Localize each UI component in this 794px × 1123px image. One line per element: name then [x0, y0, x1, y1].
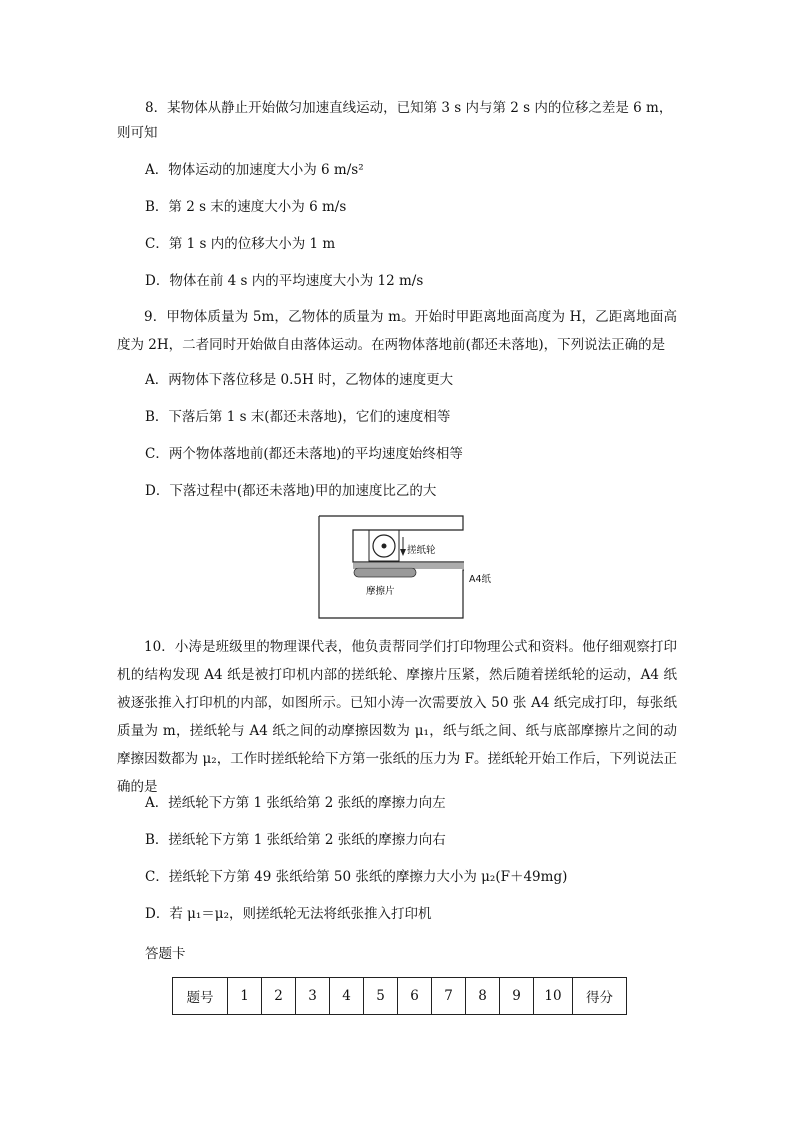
- q9-option-a: A．两物体下落位移是 0.5H 时，乙物体的速度更大: [145, 372, 454, 388]
- table-cell: 3: [296, 978, 330, 1015]
- roller-axle: [382, 544, 387, 549]
- q10-stem: 10．小涛是班级里的物理课代表，他负责帮同学们打印物理公式和资料。他仔细观察打印机的结构发现 A4 纸是被打印机内部的搓纸轮、摩擦片压紧，然后随着搓纸轮的运动，A4 纸被逐张推入打印机的内部，如图所示。已知小涛一次需要放入 50 张 A4 纸完成打印，每张纸质量为 m，搓纸轮与 A4 纸之间的动摩擦因数为 μ₁，纸与纸之间、纸与底部摩擦片之间的动摩擦因数都为 μ₂，工作时搓纸轮给下方第一张纸的压力为 F。搓纸轮开始工作后，下列说法正确的是: [117, 639, 677, 795]
- q9-option-c: C．两个物体落地前(都还未落地)的平均速度始终相等: [145, 446, 463, 462]
- q8-option-b: B．第 2 s 末的速度大小为 6 m/s: [145, 199, 347, 215]
- q8-stem-line2: 则可知: [117, 125, 158, 141]
- table-cell: 1: [228, 978, 262, 1015]
- q8-option-c: C．第 1 s 内的位移大小为 1 m: [145, 236, 336, 252]
- pad-label: 摩擦片: [366, 586, 395, 597]
- table-cell-score: 得分: [573, 978, 627, 1015]
- q9-stem: 9．甲物体质量为 5m，乙物体的质量为 m。开始时甲距离地面高度为 H，乙距离地面高度为 2H，二者同时开始做自由落体运动。在两物体落地前(都还未落地)，下列说法正确的是: [117, 309, 677, 353]
- q9-option-d: D．下落过程中(都还未落地)甲的加速度比乙的大: [145, 483, 437, 499]
- q9-option-b: B．下落后第 1 s 末(都还未落地)，它们的速度相等: [145, 409, 451, 425]
- table-row: [173, 978, 627, 1015]
- q8-option-a: A．物体运动的加速度大小为 6 m/s²: [145, 162, 364, 178]
- q10-option-d: D．若 μ₁＝μ₂，则搓纸轮无法将纸张推入打印机: [145, 906, 432, 922]
- table-cell: 10: [534, 978, 573, 1015]
- table-cell: 5: [364, 978, 398, 1015]
- a4-paper-label: A4纸: [469, 574, 492, 585]
- table-cell: 8: [466, 978, 500, 1015]
- q8-stem-line1: 8．某物体从静止开始做匀加速直线运动，已知第 3 s 内与第 2 s 内的位移之差是 6 m，: [145, 100, 673, 116]
- housing-top: [319, 516, 464, 562]
- table-cell: 4: [330, 978, 364, 1015]
- q10-option-b: B．搓纸轮下方第 1 张纸给第 2 张纸的摩擦力向右: [145, 832, 446, 848]
- wheel-label: 搓纸轮: [407, 545, 436, 556]
- q10-option-c: C．搓纸轮下方第 49 张纸给第 50 张纸的摩擦力大小为 μ₂(F＋49mg): [145, 869, 568, 885]
- paper-stack: [353, 562, 464, 568]
- housing-body: [319, 516, 464, 618]
- friction-pad: [354, 568, 416, 577]
- q10-option-a: A．搓纸轮下方第 1 张纸给第 2 张纸的摩擦力向左: [145, 795, 446, 811]
- table-cell: 2: [262, 978, 296, 1015]
- printer-diagram: [318, 515, 464, 619]
- answer-card-title: 答题卡: [145, 946, 186, 962]
- down-arrow-head-icon: [400, 549, 406, 556]
- table-cell: 6: [398, 978, 432, 1015]
- q8-option-d: D．物体在前 4 s 内的平均速度大小为 12 m/s: [145, 273, 424, 289]
- table-cell-header: 题号: [173, 978, 228, 1015]
- table-cell: 9: [500, 978, 534, 1015]
- answer-card-table: [172, 977, 627, 1015]
- table-cell: 7: [432, 978, 466, 1015]
